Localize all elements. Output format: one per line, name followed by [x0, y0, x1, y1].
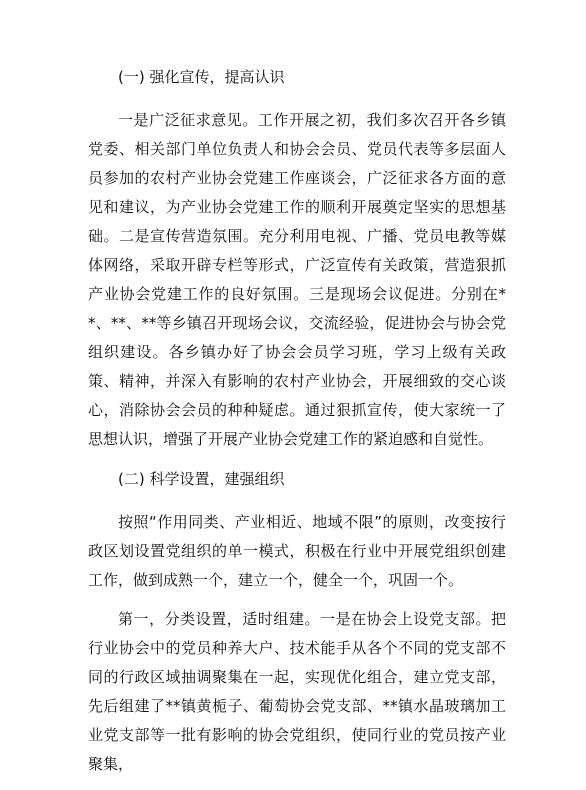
section-heading-1: (一) 强化宣传，提高认识 [118, 68, 285, 86]
paragraph-2: 按照“作用同类、产业相近、地域不限”的原则，改变按行政区划设置党组织的单一模式，积极在行业中开展党组织创建工作，做到成熟一个，建立一个，健全一个，巩固一个。 [88, 513, 506, 589]
document-body [88, 63, 506, 790]
paragraph-3: 第一，分类设置，适时组建。一是在协会上设党支部。把行业协会中的党员种养大户、技术能手从各个不同的党支部不同的行政区域抽调聚集在一起，实现优化组合，建立党支部，先后组建了**镇黄栀子、葡萄协会党支部、**镇水晶玻璃加工业党支部等一批有影响的协会党组织，使同行业的党员按产业聚集， [88, 610, 506, 773]
section-heading-2: (二) 科学设置，建强组织 [118, 470, 285, 488]
paragraph-1: 一是广泛征求意见。工作开展之初，我们多次召开各乡镇党委、相关部门单位负责人和协会会员、党员代表等多层面人员参加的农村产业协会党建工作座谈会，广泛征求各方面的意见和建议，为产业协会党建工作的顺利开展奠定坚实的思想基础。二是宣传营造氛围。充分利用电视、广播、党员电教等媒体网络，采取开辟专栏等形式，广泛宣传有关政策，营造狠抓产业协会党建工作的良好氛围。三是现场会议促进。分别在**、**、**等乡镇召开现场会议，交流经验，促进协会与协会党组织建设。各乡镇办好了协会会员学习班，学习上级有关政策、精神，并深入有影响的农村产业协会，开展细致的交心谈心，消除协会会员的种种疑虑。通过狠抓宣传，使大家统一了思想认识，增强了开展产业协会党建工作的紧迫感和自觉性。 [88, 111, 506, 448]
